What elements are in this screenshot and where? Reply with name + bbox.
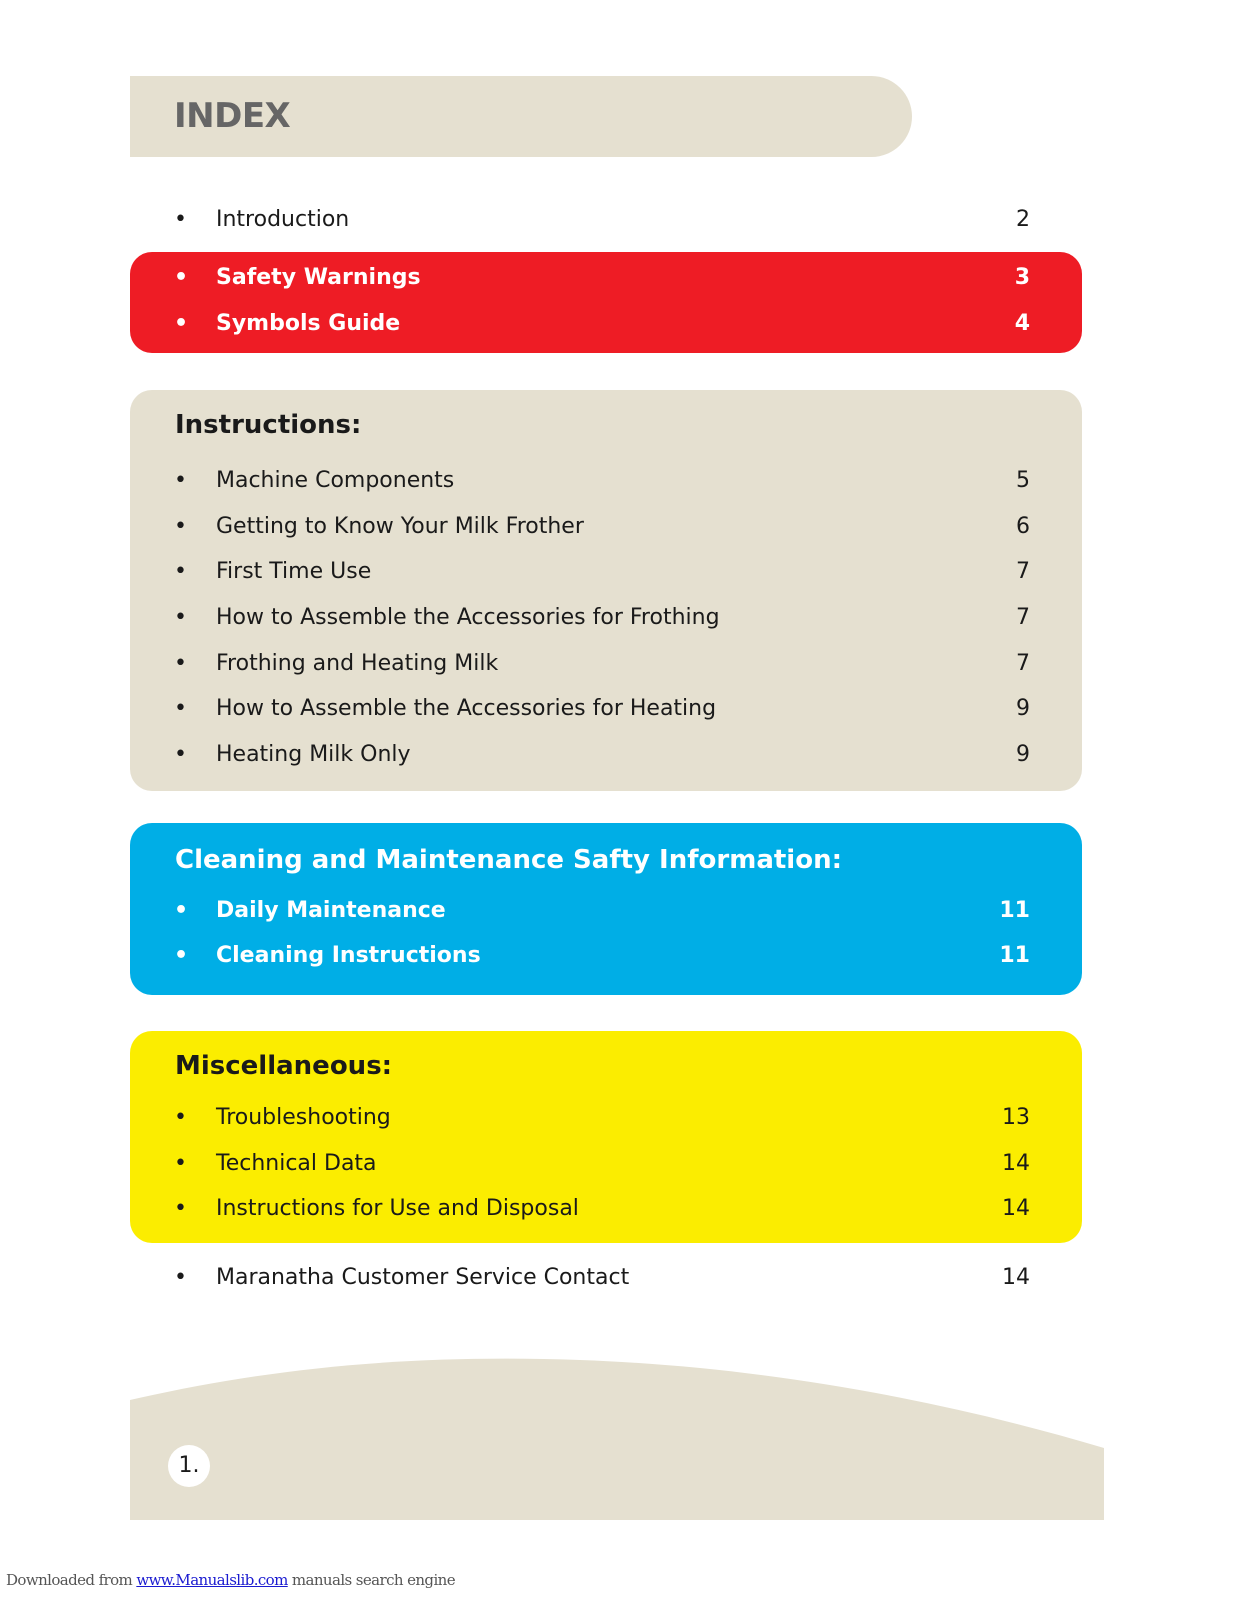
download-suffix: manuals search engine xyxy=(287,1571,455,1589)
entry-label: Troubleshooting xyxy=(216,1105,391,1130)
toc-entry-technical-data[interactable] xyxy=(130,1147,1082,1181)
bullet: • xyxy=(174,605,187,630)
bullet: • xyxy=(174,1265,187,1290)
bullet: • xyxy=(174,1105,187,1130)
entry-page-number: 7 xyxy=(1016,605,1030,630)
safety-section xyxy=(130,252,1082,353)
download-prefix: Downloaded from xyxy=(6,1571,137,1589)
index-banner xyxy=(130,76,912,157)
entry-label: Safety Warnings xyxy=(216,265,421,290)
instructions-section xyxy=(130,390,1082,791)
toc-entry-cleaning-instructions[interactable] xyxy=(130,939,1082,973)
entry-page-number: 4 xyxy=(1014,311,1030,336)
toc-entry-assemble-heating[interactable] xyxy=(130,692,1082,726)
entry-page-number: 14 xyxy=(1002,1265,1030,1290)
entry-page-number: 5 xyxy=(1016,468,1030,493)
download-notice xyxy=(6,1571,455,1589)
bullet: • xyxy=(174,1151,187,1176)
bullet: • xyxy=(174,559,187,584)
entry-label: Heating Milk Only xyxy=(216,742,411,767)
bullet: • xyxy=(174,696,187,721)
page-title: INDEX xyxy=(174,96,291,136)
entry-label: How to Assemble the Accessories for Frothing xyxy=(216,605,720,630)
toc-entry-customer-service[interactable] xyxy=(130,1261,1082,1295)
toc-entry-heating-milk-only[interactable] xyxy=(130,738,1082,772)
bullet: • xyxy=(174,651,187,676)
entry-label: Frothing and Heating Milk xyxy=(216,651,499,676)
page-number-badge: 1. xyxy=(168,1445,210,1487)
entry-page-number: 9 xyxy=(1016,742,1030,767)
section-heading: Instructions: xyxy=(175,410,362,440)
entry-label: Introduction xyxy=(216,207,350,232)
section-heading: Miscellaneous: xyxy=(175,1051,393,1081)
toc-entry-safety-warnings[interactable] xyxy=(130,261,1082,295)
entry-page-number: 2 xyxy=(1016,207,1030,232)
bullet: • xyxy=(174,1196,187,1221)
cleaning-section xyxy=(130,823,1082,995)
entry-page-number: 11 xyxy=(999,898,1030,923)
entry-page-number: 7 xyxy=(1016,651,1030,676)
entry-page-number: 7 xyxy=(1016,559,1030,584)
bullet: • xyxy=(174,742,187,767)
entry-label: Daily Maintenance xyxy=(216,898,446,923)
toc-entry-symbols-guide[interactable] xyxy=(130,307,1082,341)
entry-page-number: 3 xyxy=(1014,265,1030,290)
manualslib-link[interactable]: www.Manualslib.com xyxy=(136,1571,288,1589)
entry-label: Instructions for Use and Disposal xyxy=(216,1196,579,1221)
entry-label: Technical Data xyxy=(216,1151,377,1176)
footer-wave-decoration xyxy=(130,1358,1104,1520)
entry-label: How to Assemble the Accessories for Heating xyxy=(216,696,717,721)
misc-section xyxy=(130,1031,1082,1243)
section-heading: Cleaning and Maintenance Safty Information: xyxy=(175,845,842,875)
bullet: • xyxy=(174,207,187,232)
toc-entry-use-and-disposal[interactable] xyxy=(130,1192,1082,1226)
toc-entry-troubleshooting[interactable] xyxy=(130,1101,1082,1135)
entry-page-number: 11 xyxy=(999,943,1030,968)
entry-page-number: 9 xyxy=(1016,696,1030,721)
bullet: • xyxy=(174,265,189,290)
entry-label: First Time Use xyxy=(216,559,372,584)
toc-entry-getting-to-know[interactable] xyxy=(130,510,1082,544)
bullet: • xyxy=(174,311,189,336)
entry-page-number: 14 xyxy=(1002,1151,1030,1176)
entry-label: Machine Components xyxy=(216,468,455,493)
entry-label: Getting to Know Your Milk Frother xyxy=(216,514,584,539)
toc-entry-introduction[interactable] xyxy=(130,203,1082,237)
toc-entry-assemble-frothing[interactable] xyxy=(130,601,1082,635)
toc-entry-first-time-use[interactable] xyxy=(130,555,1082,589)
toc-entry-frothing-heating[interactable] xyxy=(130,647,1082,681)
entry-page-number: 13 xyxy=(1002,1105,1030,1130)
toc-entry-daily-maintenance[interactable] xyxy=(130,894,1082,928)
bullet: • xyxy=(174,943,189,968)
entry-label: Symbols Guide xyxy=(216,311,401,336)
bullet: • xyxy=(174,468,187,493)
toc-entry-machine-components[interactable] xyxy=(130,464,1082,498)
bullet: • xyxy=(174,898,189,923)
bullet: • xyxy=(174,514,187,539)
entry-label: Cleaning Instructions xyxy=(216,943,481,968)
entry-page-number: 14 xyxy=(1002,1196,1030,1221)
entry-page-number: 6 xyxy=(1016,514,1030,539)
entry-label: Maranatha Customer Service Contact xyxy=(216,1265,630,1290)
